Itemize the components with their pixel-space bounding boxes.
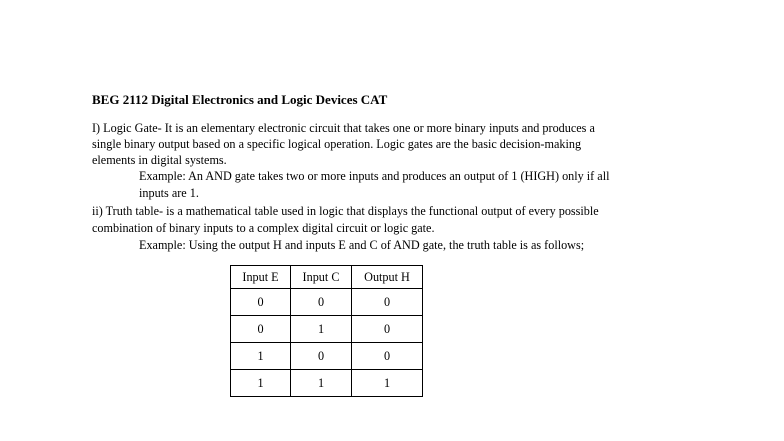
cell-output-h: 1 — [352, 370, 423, 397]
cell-input-e: 0 — [231, 289, 291, 316]
cell-input-e: 0 — [231, 316, 291, 343]
cell-input-c: 0 — [291, 343, 352, 370]
document-title: BEG 2112 Digital Electronics and Logic Devices CAT — [92, 92, 388, 107]
cell-input-e: 1 — [231, 343, 291, 370]
header-input-e: Input E — [231, 266, 291, 289]
header-output-h: Output H — [352, 266, 423, 289]
cell-output-h: 0 — [352, 343, 423, 370]
truth-table-example-line: Example: Using the output H and inputs E and C of AND gate, the truth table is as follows; — [139, 238, 585, 252]
truth-table-definition-line-2: combination of binary inputs to a complex digital circuit or logic gate. — [92, 221, 435, 235]
logic-gate-example-line-1: Example: An AND gate takes two or more inputs and produces an output of 1 (HIGH) only if all — [139, 169, 610, 183]
table-row — [231, 316, 423, 343]
logic-gate-example-line-2: inputs are 1. — [139, 186, 199, 200]
cell-input-c: 1 — [291, 316, 352, 343]
truth-table — [230, 265, 423, 397]
table-row — [231, 289, 423, 316]
logic-gate-definition-line-2: single binary output based on a specific logical operation. Logic gates are the basic decision-making — [92, 137, 582, 151]
header-input-c: Input C — [291, 266, 352, 289]
table-row — [231, 370, 423, 397]
cell-input-e: 1 — [231, 370, 291, 397]
table-row — [231, 343, 423, 370]
logic-gate-definition-line-1: I) Logic Gate- It is an elementary electronic circuit that takes one or more binary inputs and produces a — [92, 121, 595, 135]
truth-table-definition-line-1: ii) Truth table- is a mathematical table used in logic that displays the functional output of every possible — [92, 204, 599, 218]
truth-table-header-row — [231, 266, 423, 289]
cell-input-c: 1 — [291, 370, 352, 397]
logic-gate-definition-line-3: elements in digital systems. — [92, 153, 227, 167]
cell-output-h: 0 — [352, 316, 423, 343]
cell-output-h: 0 — [352, 289, 423, 316]
cell-input-c: 0 — [291, 289, 352, 316]
